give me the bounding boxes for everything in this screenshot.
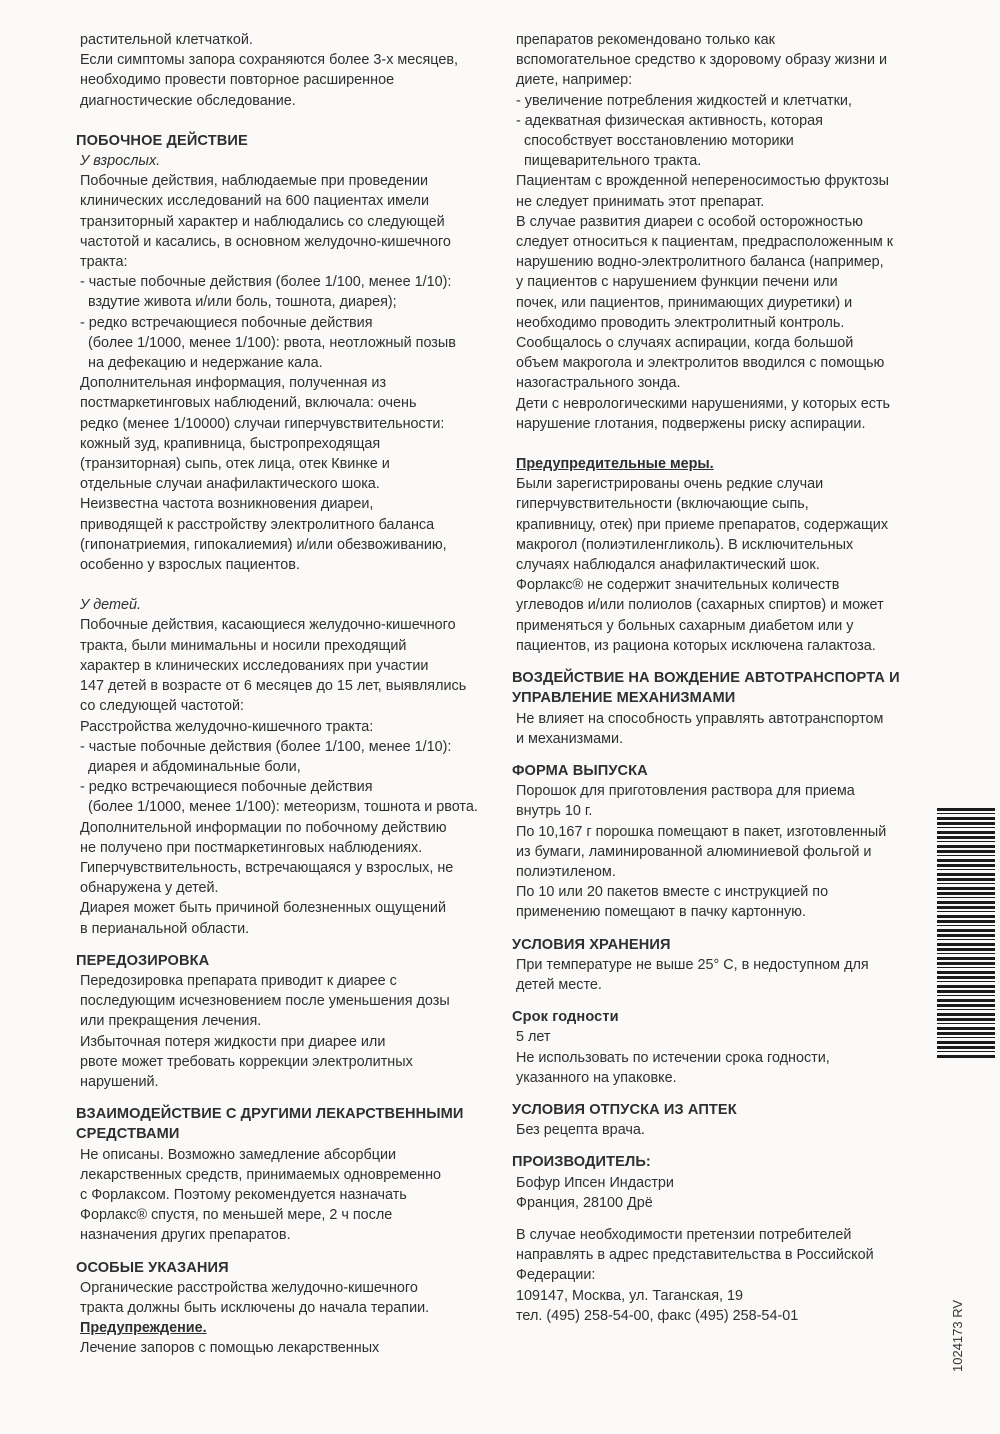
dispense-text: [512, 1120, 932, 1140]
text-line: Если симптомы запора сохраняются более 3-х месяцев,: [80, 52, 459, 69]
children-additional: [76, 818, 496, 939]
interaction-heading: [76, 1104, 496, 1144]
side-effects-heading: ПОБОЧНОЕ ДЕЙСТВИЕ: [76, 132, 248, 149]
overdose-heading: ПЕРЕДОЗИРОВКА: [76, 952, 210, 969]
text-line: полиэтиленом.: [516, 863, 616, 880]
text-line: - частые побочные действия (более 1/100, менее 1/10):: [80, 738, 452, 755]
text-line: нарушению водно-электролитного баланса (например,: [516, 254, 884, 271]
text-line: (более 1/1000, менее 1/100): рвота, неотложный позыв: [88, 334, 456, 351]
text-line: Федерации:: [516, 1267, 596, 1284]
text-line: у пациентов с нарушением функции печени или: [516, 274, 838, 291]
form-heading: ФОРМА ВЫПУСКА: [512, 762, 648, 779]
text-line: не следует принимать этот препарат.: [516, 193, 765, 210]
text-line: - увеличение потребления жидкостей и клетчатки,: [516, 92, 852, 109]
text-line: тел. (495) 258-54-00, факс (495) 258-54-01: [516, 1307, 799, 1324]
text-line: особенно у взрослых пациентов.: [80, 557, 300, 574]
text-line: объем макрогола и электролитов вводился с помощью: [516, 355, 885, 372]
text-line: 5 лет: [516, 1029, 551, 1046]
text-line: способствует восстановлению моторики: [524, 133, 794, 150]
dispense-heading: УСЛОВИЯ ОТПУСКА ИЗ АПТЕК: [512, 1101, 737, 1118]
text-line: 109147, Москва, ул. Таганская, 19: [516, 1287, 744, 1304]
text-line: следует относиться к пациентам, предрасположенным к: [516, 234, 894, 251]
text-line: (транзиторная) сыпь, отек лица, отек Квинке и: [80, 456, 390, 473]
text-line: Гиперчувствительность, встречающаяся у взрослых, не: [80, 859, 454, 876]
shelf-life-text: [512, 1027, 932, 1088]
text-line: тракта:: [80, 254, 128, 271]
cautions-paragraph: [512, 171, 932, 434]
adults-paragraph: [76, 171, 496, 272]
text-line: Не описаны. Возможно замедление абсорбции: [80, 1146, 397, 1163]
text-line: Франция, 28100 Дрё: [516, 1194, 653, 1211]
text-line: 147 детей в возрасте от 6 месяцев до 15 лет, выявлялись: [80, 678, 467, 695]
text-line: характер в клинических исследованиях при участии: [80, 657, 429, 674]
barcode: [937, 808, 995, 1058]
text-line: растительной клетчаткой.: [80, 32, 253, 48]
text-line: Форлакс® спустя, по меньшей мере, 2 ч после: [80, 1207, 393, 1224]
text-line: (гипонатриемия, гипокалиемия) и/или обезвоживанию,: [80, 536, 447, 553]
text-line: макрогол (полиэтиленгликоль). В исключительных: [516, 536, 854, 553]
precautions-heading: Предупредительные меры.: [516, 456, 714, 473]
text-line: последующим исчезновением после уменьшения дозы: [80, 993, 450, 1010]
text-line: клинических исследований на 600 пациентах имели: [80, 193, 430, 210]
text-line: направлять в адрес представительства в Российской: [516, 1247, 874, 1264]
children-label: У детей.: [80, 597, 141, 614]
special-heading: ОСОБЫЕ УКАЗАНИЯ: [76, 1259, 229, 1276]
text-line: кожный зуд, крапивница, быстропреходящая: [80, 435, 381, 452]
form-text: [512, 781, 932, 922]
text-line: тракта, были минимальны и носили преходящий: [80, 637, 407, 654]
manufacturer-text: [512, 1173, 932, 1213]
text-line: рвоте может требовать коррекции электролитных: [80, 1053, 413, 1070]
text-line: вспомогательное средство к здоровому образу жизни и: [516, 52, 888, 69]
text-line: По 10,167 г порошка помещают в пакет, изготовленный: [516, 823, 887, 840]
text-line: - частые побочные действия (более 1/100, менее 1/10):: [80, 274, 452, 291]
text-line: вздутие живота и/или боль, тошнота, диарея);: [88, 294, 397, 311]
storage-text: [512, 955, 932, 995]
text-line: обнаружена у детей.: [80, 880, 219, 897]
text-line: Бофур Ипсен Индастри: [516, 1174, 674, 1191]
overdose-text: [76, 971, 496, 1092]
text-line: постмаркетинговых наблюдений, включала: очень: [80, 395, 417, 412]
text-line: В случае развития диареи с особой осторожностью: [516, 213, 863, 230]
special-last-line: Лечение запоров с помощью лекарственных: [80, 1340, 380, 1357]
claims-address: [512, 1225, 932, 1326]
text-line: Пациентам с врожденной непереносимостью фруктозы: [516, 173, 890, 190]
text-line: Передозировка препарата приводит к диарее с: [80, 972, 397, 989]
text-line: Побочные действия, наблюдаемые при проведении: [80, 173, 429, 190]
children-rare-list: [76, 797, 496, 817]
text-line: (более 1/1000, менее 1/100): метеоризм, тошнота и рвота.: [88, 799, 478, 816]
text-line: в перианальной области.: [80, 920, 250, 937]
manufacturer-heading: ПРОИЗВОДИТЕЛЬ:: [512, 1154, 651, 1171]
adults-frequent: [76, 272, 496, 292]
text-line: диагностические обследование.: [80, 92, 296, 109]
text-line: Побочные действия, касающиеся желудочно-кишечного: [80, 617, 456, 634]
precautions-text: [512, 474, 932, 656]
text-line: внутрь 10 г.: [516, 803, 593, 820]
text-line: лекарственных средств, принимаемых одновременно: [80, 1166, 442, 1183]
text-line: или прекращения лечения.: [80, 1013, 262, 1030]
text-line: гиперчувствительности (включающие сыпь,: [516, 496, 809, 513]
text-line: В случае необходимости претензии потребителей: [516, 1226, 852, 1243]
driving-heading: [512, 668, 932, 708]
left-column: [76, 30, 496, 1359]
text-line: Диарея может быть причиной болезненных ощущений: [80, 900, 446, 917]
text-line: не получено при постмаркетинговых наблюдениях.: [80, 839, 423, 856]
text-line: Форлакс® не содержит значительных количеств: [516, 577, 840, 594]
text-line: частотой и касались, в основном желудочно-кишечного: [80, 233, 451, 250]
text-line: препаратов рекомендовано только как: [516, 32, 775, 48]
text-line: СРЕДСТВАМИ: [76, 1126, 180, 1143]
children-paragraph: [76, 615, 496, 756]
interaction-text: [76, 1145, 496, 1246]
text-line: на дефекацию и недержание кала.: [88, 355, 323, 372]
text-line: Избыточная потеря жидкости при диарее или: [80, 1033, 386, 1050]
warning-label: Предупреждение.: [80, 1320, 207, 1337]
text-line: Органические расстройства желудочно-кишечного: [80, 1279, 418, 1296]
text-line: По 10 или 20 пакетов вместе с инструкцией по: [516, 884, 829, 901]
storage-heading: УСЛОВИЯ ХРАНЕНИЯ: [512, 936, 671, 953]
text-line: и механизмами.: [516, 730, 624, 747]
adults-rare: [76, 313, 496, 333]
text-line: применяться у больных сахарным диабетом или у: [516, 617, 854, 634]
text-line: Были зарегистрированы очень редкие случаи: [516, 476, 824, 493]
text-line: нарушений.: [80, 1073, 159, 1090]
list-item-activity: [512, 111, 932, 131]
text-line: тракта должны быть исключены до начала терапии.: [80, 1299, 430, 1316]
text-line: Не использовать по истечении срока годности,: [516, 1049, 830, 1066]
text-line: При температуре не выше 25° С, в недоступном для: [516, 956, 869, 973]
continuation-text: [512, 30, 932, 91]
text-line: - редко встречающиеся побочные действия: [80, 779, 373, 796]
adults-label: У взрослых.: [80, 153, 161, 170]
text-line: углеводов и/или полиолов (сахарных спиртов) и может: [516, 597, 884, 614]
text-line: Сообщалось о случаях аспирации, когда большой: [516, 335, 854, 352]
text-line: УПРАВЛЕНИЕ МЕХАНИЗМАМИ: [512, 690, 736, 707]
driving-text: [512, 709, 932, 749]
text-line: - адекватная физическая активность, которая: [516, 112, 823, 129]
adults-frequent-list: [76, 292, 496, 312]
children-frequent-list: [76, 757, 496, 777]
text-line: Без рецепта врача.: [516, 1122, 645, 1139]
text-line: приводящей к расстройству электролитного баланса: [80, 516, 435, 533]
text-line: Дополнительной информации по побочному действию: [80, 819, 447, 836]
intro-text: [76, 30, 496, 111]
text-line: необходимо провести повторное расширенное: [80, 72, 395, 89]
children-rare: [76, 777, 496, 797]
text-line: пищеварительного тракта.: [524, 153, 702, 170]
text-line: отдельные случаи анафилактического шока.: [80, 476, 380, 493]
text-line: Дополнительная информация, полученная из: [80, 375, 387, 392]
shelf-life-heading: Срок годности: [512, 1009, 619, 1026]
text-line: Порошок для приготовления раствора для приема: [516, 783, 855, 800]
text-line: транзиторный характер и наблюдались со следующей: [80, 213, 445, 230]
text-line: Дети с неврологическими нарушениями, у которых есть: [516, 395, 891, 412]
right-column: [512, 30, 932, 1326]
text-line: случаях наблюдался анафилактический шок.: [516, 557, 820, 574]
text-line: диарея и абдоминальные боли,: [88, 758, 301, 775]
list-item-fluids: [512, 91, 932, 111]
text-line: почек, или пациентов, принимающих диуретики) и: [516, 294, 853, 311]
text-line: назначения других препаратов.: [80, 1227, 291, 1244]
text-line: редко (менее 1/10000) случаи гиперчувствительности:: [80, 415, 445, 432]
text-line: диете, например:: [516, 72, 633, 89]
document-code: 1024173 RV: [950, 1299, 965, 1372]
text-line: из бумаги, ламинированной алюминиевой фольгой и: [516, 843, 872, 860]
text-line: ВОЗДЕЙСТВИЕ НА ВОЖДЕНИЕ АВТОТРАНСПОРТА И: [512, 670, 900, 687]
text-line: - редко встречающиеся побочные действия: [80, 314, 373, 331]
text-line: крапивницу, отек) при приеме препаратов, содержащих: [516, 516, 889, 533]
text-line: с Форлаксом. Поэтому рекомендуется назначать: [80, 1186, 407, 1203]
text-line: детей месте.: [516, 976, 602, 993]
adults-rare-list: [76, 333, 496, 373]
text-line: Неизвестна частота возникновения диареи,: [80, 496, 374, 513]
list-item-activity-cont: [512, 131, 932, 171]
text-line: Не влияет на способность управлять автотранспортом: [516, 710, 884, 727]
text-line: указанного на упаковке.: [516, 1069, 677, 1086]
text-line: со следующей частотой:: [80, 698, 245, 715]
special-text: [76, 1278, 496, 1318]
text-line: Расстройства желудочно-кишечного тракта:: [80, 718, 374, 735]
postmarketing-paragraph: [76, 373, 496, 575]
text-line: необходимо проводить электролитный контроль.: [516, 314, 845, 331]
text-line: ВЗАИМОДЕЙСТВИЕ С ДРУГИМИ ЛЕКАРСТВЕННЫМИ: [76, 1106, 464, 1123]
text-line: применению помещают в пачку картонную.: [516, 904, 806, 921]
text-line: пациентов, из рациона которых исключена галактоза.: [516, 637, 876, 654]
text-line: нарушение глотания, подвержены риску аспирации.: [516, 415, 866, 432]
text-line: назогастрального зонда.: [516, 375, 681, 392]
